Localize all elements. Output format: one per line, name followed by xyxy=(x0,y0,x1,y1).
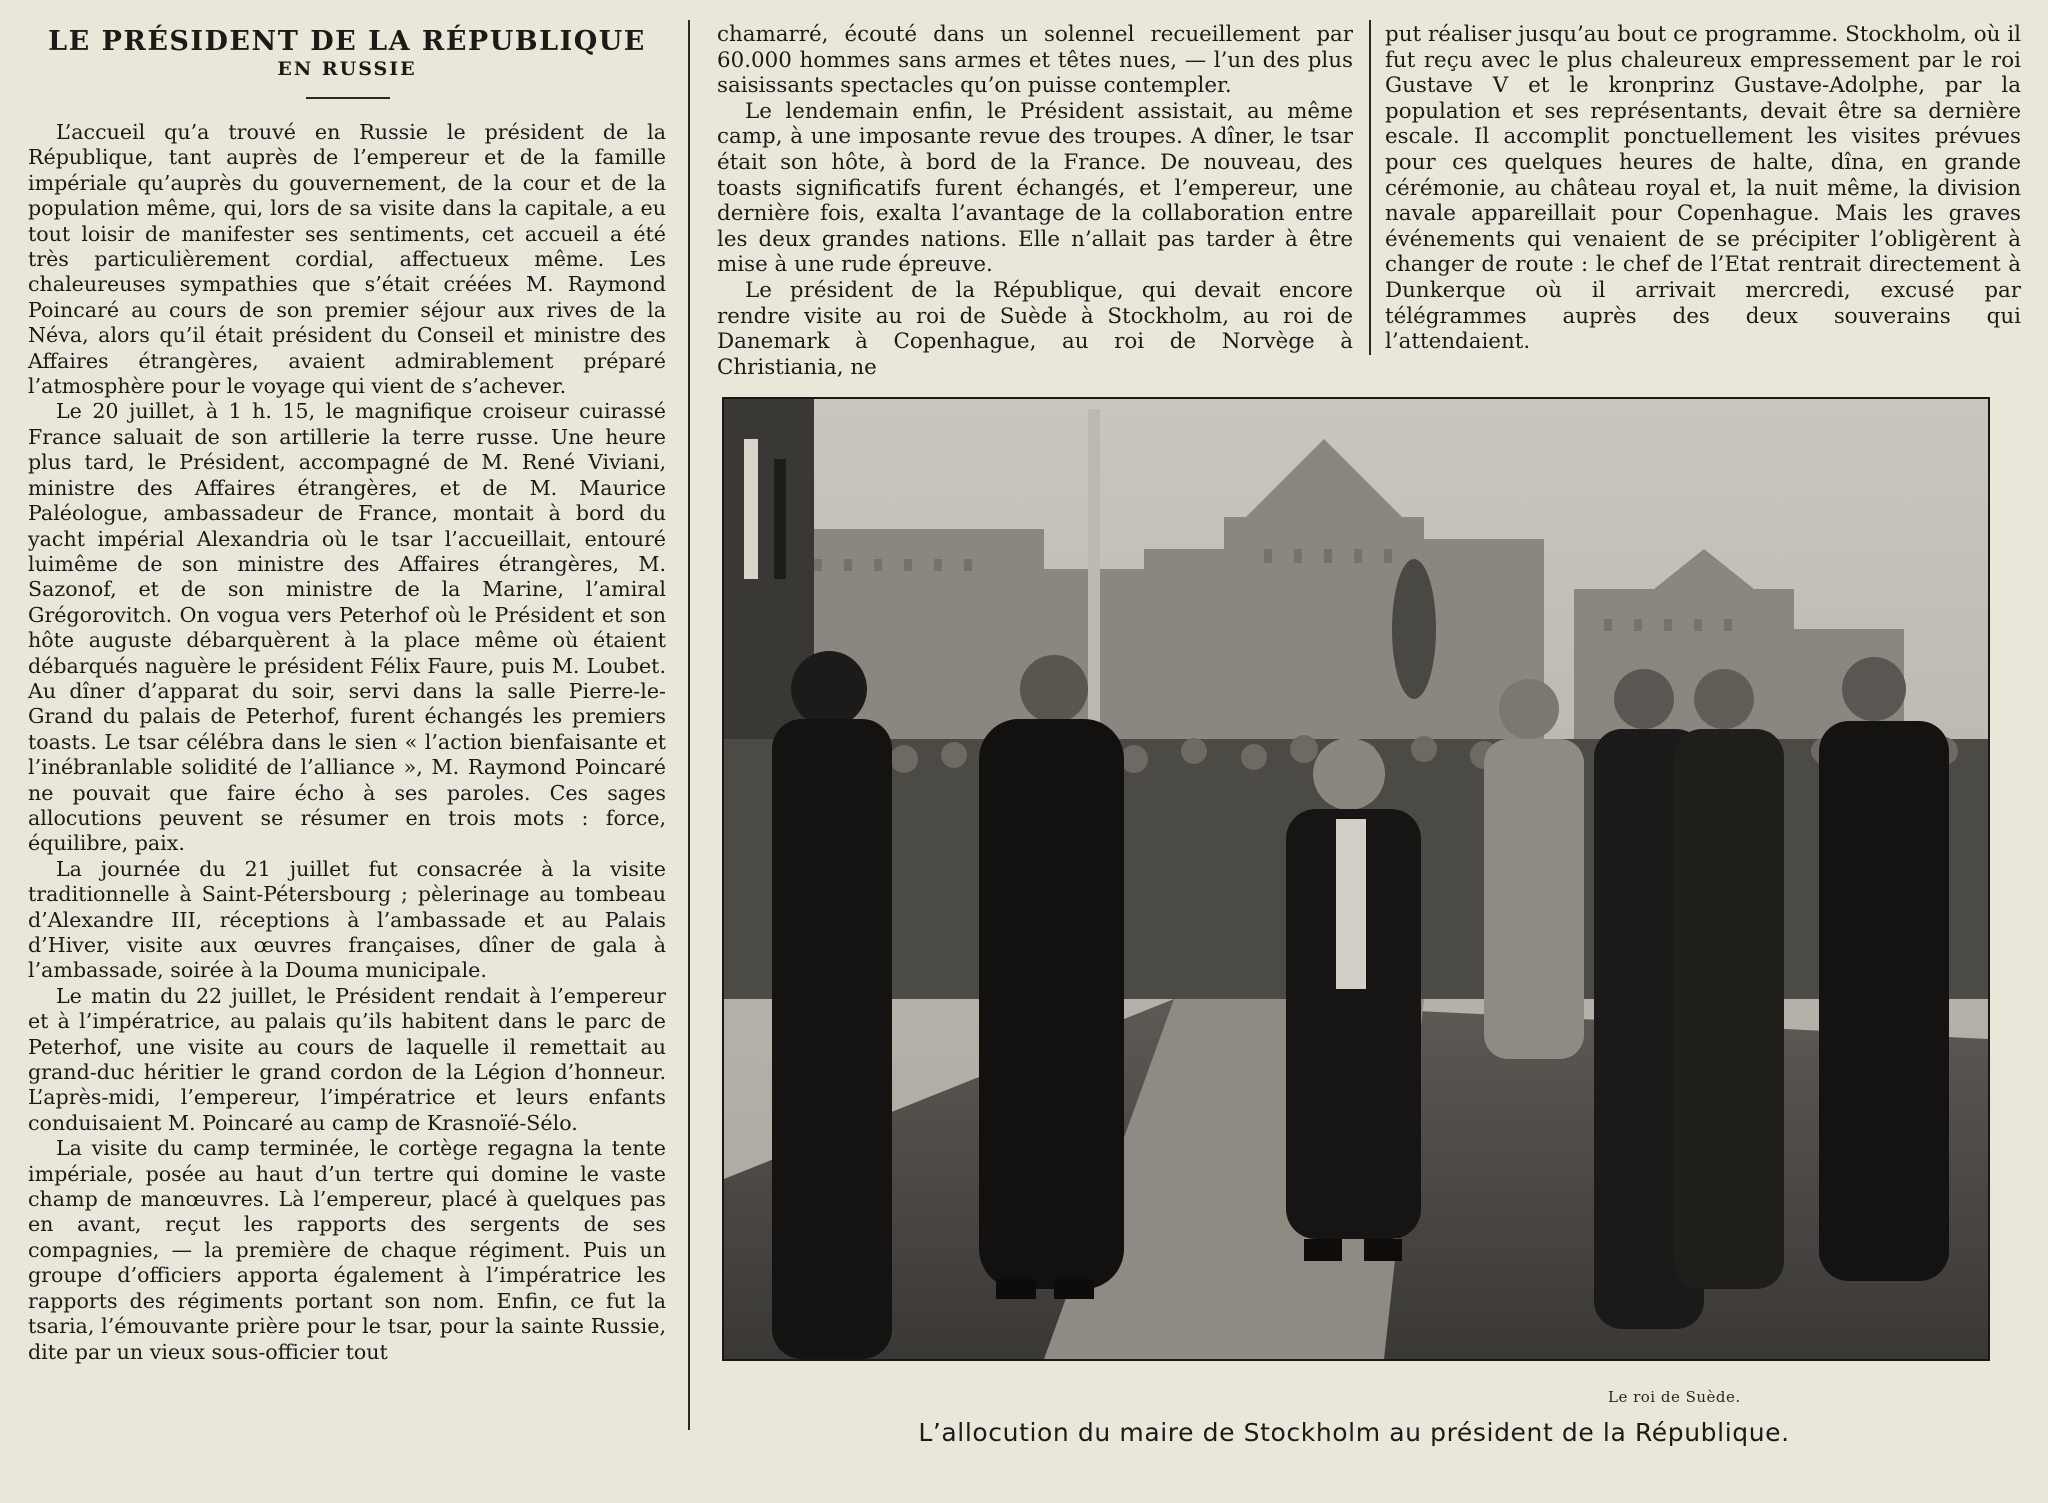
title-line-1: LE PRÉSIDENT DE LA RÉPUBLIQUE xyxy=(48,26,646,57)
column-divider-right xyxy=(1369,20,1371,355)
paragraph: Le matin du 22 juillet, le Président rendait à l’empereur et à l’impératrice, au palais qu’ils habitent dans le parc de Peterhof, une visite au cours de laquelle il remettait au grand-duc héritier le grand cordon de la Légion d’honneur. L’après-midi, l’empereur, l’impératrice et leurs enfants conduisaient M. Poincaré au camp de Krasnoïé-Sélo. xyxy=(28,983,666,1135)
photo-caption: L’allocution du maire de Stockholm au président de la République. xyxy=(918,1418,1790,1447)
paragraph: chamarré, écouté dans un solennel recueillement par 60.000 hommes sans armes et têtes nues, — l’un des plus saisissants spectacles qu’on puisse contempler. xyxy=(717,22,1353,99)
title-line-2: EN RUSSIE xyxy=(277,58,417,80)
column-right xyxy=(1385,22,2021,355)
column-divider-left xyxy=(688,20,690,1430)
photograph-stockholm-ceremony xyxy=(722,397,1990,1361)
paragraph: Le 20 juillet, à 1 h. 15, le magnifique croiseur cuirassé France saluait de son artillerie la terre russe. Une heure plus tard, le Président, accompagné de M. René Viviani, ministre des Affaires étrangères, et de M. Maurice Paléologue, ambassadeur de France, montait à bord du yacht impérial Alexandria où le tsar l’accueillait, entouré luimême de son ministre des Affaires étrangères, M. Sazonof, et de son ministre de la Marine, l’amiral Grégorovitch. On vogua vers Peterhof où le Président et son hôte auguste débarquèrent à la place même où étaient débarqués naguère le président Félix Faure, puis M. Loubet. Au dîner d’apparat du soir, servi dans la salle Pierre-le-Grand du palais de Peterhof, furent échangés les premiers toasts. Le tsar célébra dans le sien « l’action bienfaisante et l’inébranlable solidité de l’alliance », M. Raymond Poincaré ne pouvait que faire écho à ses paroles. Ces sages allocutions peuvent se résumer en trois mots : force, équilibre, paix. xyxy=(28,399,666,856)
column-middle xyxy=(717,22,1353,380)
paragraph: La visite du camp terminée, le cortège regagna la tente impériale, posée au haut d’un tertre qui domine le vaste champ de manœuvres. Là l’empereur, placé à quelques pas en avant, reçut les rapports des sergents de ses compagnies, — la première de chaque régiment. Puis un groupe d’officiers apporta également à l’impératrice les rapports des régiments portant son nom. Enfin, ce fut la tsaria, l’émouvante prière pour le tsar, pour la sainte Russie, dite par un vieux sous-officier tout xyxy=(28,1136,666,1364)
photo-illustration xyxy=(724,399,1988,1359)
title-underline xyxy=(306,97,390,99)
paragraph: L’accueil qu’a trouvé en Russie le président de la République, tant auprès de l’empereur et de la famille impériale qu’auprès du gouvernement, de la cour et de la population même, qui, lors de sa visite dans la capitale, a eu tout loisir de manifester ses sentiments, cet accueil a été très particulièrement cordial, affectueux même. Les chaleureuses sympathies que s’était créées M. Raymond Poincaré au cours de son premier séjour aux rives de la Néva, alors qu’il était président du Conseil et ministre des Affaires étrangères, avaient admirablement préparé l’atmosphère pour le voyage qui vient de s’achever. xyxy=(28,120,666,399)
paragraph: Le président de la République, qui devait encore rendre visite au roi de Suède à Stockholm, au roi de Danemark à Copenhague, au roi de Norvège à Christiania, ne xyxy=(717,277,1353,380)
paragraph: La journée du 21 juillet fut consacrée à la visite traditionnelle à Saint-Pétersbourg ; pèlerinage au tombeau d’Alexandre III, réceptions à l’ambassade et au Palais d’Hiver, visite aux œuvres françaises, dîner de gala à l’ambassade, soirée à la Douma municipale. xyxy=(28,856,666,983)
paragraph: put réaliser jusqu’au bout ce programme. Stockholm, où il fut reçu avec le plus chaleureux empressement par le roi Gustave V et le kronprinz Gustave-Adolphe, par la population et ses représentants, devait être sa dernière escale. Il accomplit ponctuellement les visites prévues pour ces quelques heures de halte, dîna, en grande cérémonie, au château royal et, la nuit même, la division navale appareillait pour Copenhague. Mais les graves événements qui venaient de se précipiter l’obligèrent à changer de route : le chef de l’Etat rentrait directement à Dunkerque où il arrivait mercredi, excusé par télégrammes auprès des deux souverains qui l’attendaient. xyxy=(1385,22,2021,355)
photo-credit: Le roi de Suède. xyxy=(1608,1388,1741,1406)
paragraph: Le lendemain enfin, le Président assistait, au même camp, à une imposante revue des troupes. A dîner, le tsar était son hôte, à bord de la France. De nouveau, des toasts significatifs furent échangés, et l’empereur, une dernière fois, exalta l’avantage de la collaboration entre les deux grandes nations. Elle n’allait pas tarder à être mise à une rude épreuve. xyxy=(717,98,1353,278)
column-left xyxy=(28,120,666,1365)
